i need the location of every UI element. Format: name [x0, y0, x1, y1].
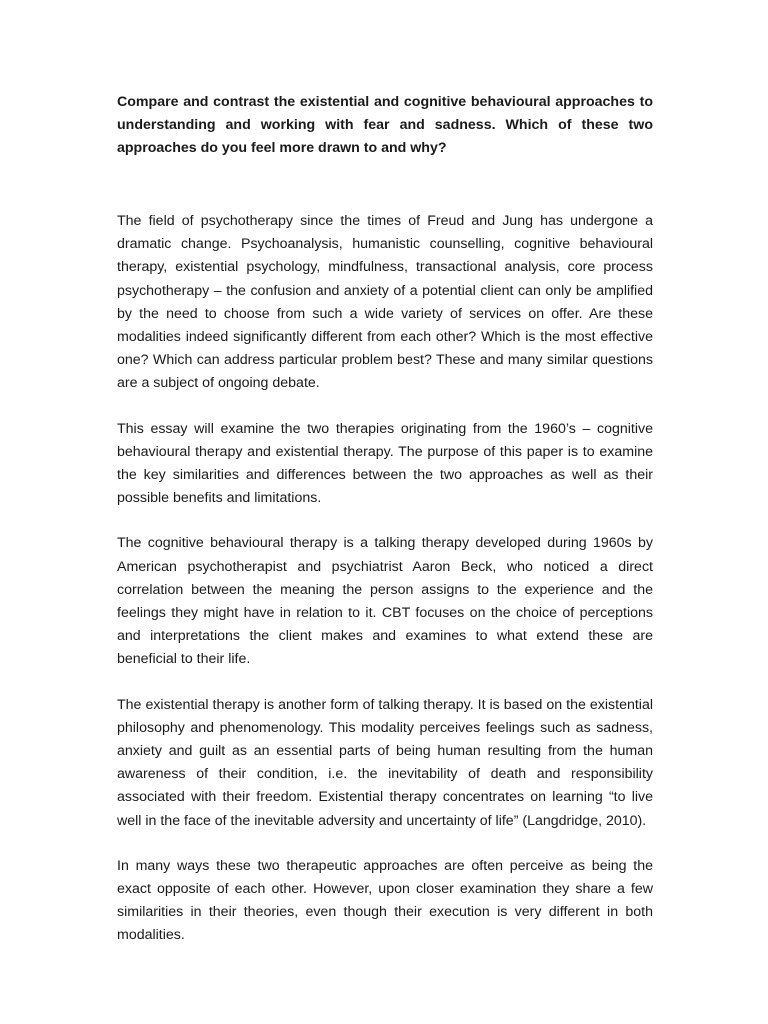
- paragraph-essay-purpose: This essay will examine the two therapies originating from the 1960’s – cognitive behavioural therapy and existential therapy. The purpose of this paper is to examine the key similarities and differences between the two approaches as well as their possible benefits and limitations.: [117, 420, 653, 507]
- essay-question-heading: Compare and contrast the existential and cognitive behavioural approaches to understanding and working with fear and sadness. Which of these two approaches do you feel more drawn to and why?: [117, 94, 653, 156]
- paragraph-introduction: The field of psychotherapy since the times of Freud and Jung has undergone a dramatic change. Psychoanalysis, humanistic counselling, cognitive behavioural therapy, existential psychology, mindfulness, transactional analysis, core process psychotherapy – the confusion and anxiety of a potential client can only be amplified by the need to choose from such a wide variety of services on offer. Are these modalities indeed significantly different from each other? Which is the most effective one? Which can address particular problem best? These and many similar questions are a subject of ongoing debate.: [117, 213, 653, 392]
- paragraph-comparison: In many ways these two therapeutic approaches are often perceive as being the exact opposite of each other. However, upon closer examination they share a few similarities in their theories, even though their execution is very different in both modalities.: [117, 857, 653, 944]
- document-body: [117, 91, 653, 970]
- paragraph-cbt-description: The cognitive behavioural therapy is a talking therapy developed during 1960s by American psychotherapist and psychiatrist Aaron Beck, who noticed a direct correlation between the meaning the person assigns to the experience and the feelings they might have in relation to it. CBT focuses on the choice of perceptions and interpretations the client makes and examines to what extend these are beneficial to their life.: [117, 535, 653, 668]
- paragraph-existential-description: The existential therapy is another form of talking therapy. It is based on the existential philosophy and phenomenology. This modality perceives feelings such as sadness, anxiety and guilt as an essential parts of being human resulting from the human awareness of their condition, i.e. the inevitability of death and responsibility associated with their freedom. Existential therapy concentrates on learning “to live well in the face of the inevitable adversity and uncertainty of life” (Langdridge, 2010).: [117, 696, 653, 829]
